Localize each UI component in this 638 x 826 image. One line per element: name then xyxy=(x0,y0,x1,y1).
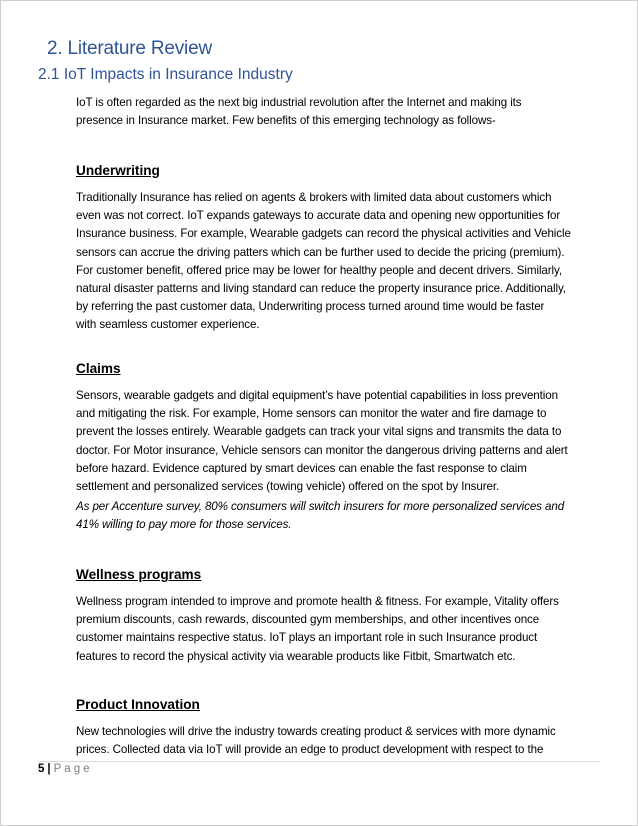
paragraph-line: For customer benefit, offered price may be lower for healthy people and decent drivers. Similarly, xyxy=(76,263,562,277)
paragraph-line: Sensors, wearable gadgets and digital equipment’s have potential capabilities in loss prevention xyxy=(76,389,558,402)
paragraph-line: customer maintains respective status. IoT plays an important role in such Insurance product xyxy=(76,631,538,645)
paragraph-line: 41% willing to pay more for those services. xyxy=(76,518,292,532)
underwriting-paragraph xyxy=(76,189,606,335)
section-heading-wellness: Wellness programs xyxy=(76,567,202,582)
paragraph-line: Wellness program intended to improve and promote health & fitness. For example, Vitality offers xyxy=(76,595,559,608)
heading-literature-review: 2. Literature Review xyxy=(47,38,212,59)
paragraph-line: Traditionally Insurance has relied on agents & brokers with limited data about customers which xyxy=(76,191,552,204)
paragraph-line: before hazard. Evidence captured by smart devices can enable the fast response to claim xyxy=(76,461,527,475)
product-innovation-paragraph xyxy=(76,723,606,759)
page-footer xyxy=(38,763,92,775)
paragraph-line: Insurance business. For example, Wearable gadgets can record the physical activities and Vehicle xyxy=(76,227,571,241)
section-heading-claims: Claims xyxy=(76,361,121,376)
paragraph-line: natural disaster patterns and living standard can reduce the property insurance price. Additionally, xyxy=(76,281,566,295)
paragraph-line: features to record the physical activity via wearable products like Fitbit, Smartwatch etc. xyxy=(76,649,516,663)
footer-divider xyxy=(38,761,600,762)
accenture-survey-note xyxy=(76,498,606,534)
paragraph-line: even was not correct. IoT expands gateways to accurate data and opening new opportunities for xyxy=(76,209,561,223)
section-heading-underwriting: Underwriting xyxy=(76,163,160,178)
section-heading-product-innovation: Product Innovation xyxy=(76,697,200,712)
page-number: 5 xyxy=(38,763,45,775)
intro-paragraph xyxy=(76,94,606,130)
wellness-paragraph xyxy=(76,593,606,666)
paragraph-line: with seamless customer experience. xyxy=(76,318,260,332)
heading-iot-impacts: 2.1 IoT Impacts in Insurance Industry xyxy=(38,66,293,83)
paragraph-line: New technologies will drive the industry towards creating product & services with more dynamic xyxy=(76,725,556,738)
paragraph-line: prices. Collected data via IoT will provide an edge to product development with respect to the xyxy=(76,743,544,757)
paragraph-line: IoT is often regarded as the next big industrial revolution after the Internet and making its xyxy=(76,96,522,109)
paragraph-line: sensors can accrue the driving patters which can be further used to decide the pricing (premium). xyxy=(76,245,565,259)
paragraph-line: settlement and personalized services (towing vehicle) offered on the spot by Insurer. xyxy=(76,479,500,493)
paragraph-line: prevent the losses entirely. Wearable gadgets can track your vital signs and transmits the data to xyxy=(76,425,562,439)
paragraph-line: doctor. For Motor insurance, Vehicle sensors can monitor the dangerous driving patterns and alert xyxy=(76,443,568,457)
paragraph-line: and mitigating the risk. For example, Home sensors can monitor the water and fire damage to xyxy=(76,407,547,421)
paragraph-line: As per Accenture survey, 80% consumers will switch insurers for more personalized services and xyxy=(76,500,565,513)
paragraph-line: premium discounts, cash rewards, discounted gym memberships, and other incentives once xyxy=(76,613,540,627)
footer-separator: | xyxy=(47,763,51,775)
paragraph-line: by referring the past customer data, Underwriting process turned around time would be faster xyxy=(76,300,545,314)
paragraph-line: presence in Insurance market. Few benefits of this emerging technology as follows- xyxy=(76,114,496,128)
claims-paragraph xyxy=(76,387,606,496)
page-label: Page xyxy=(53,763,93,775)
